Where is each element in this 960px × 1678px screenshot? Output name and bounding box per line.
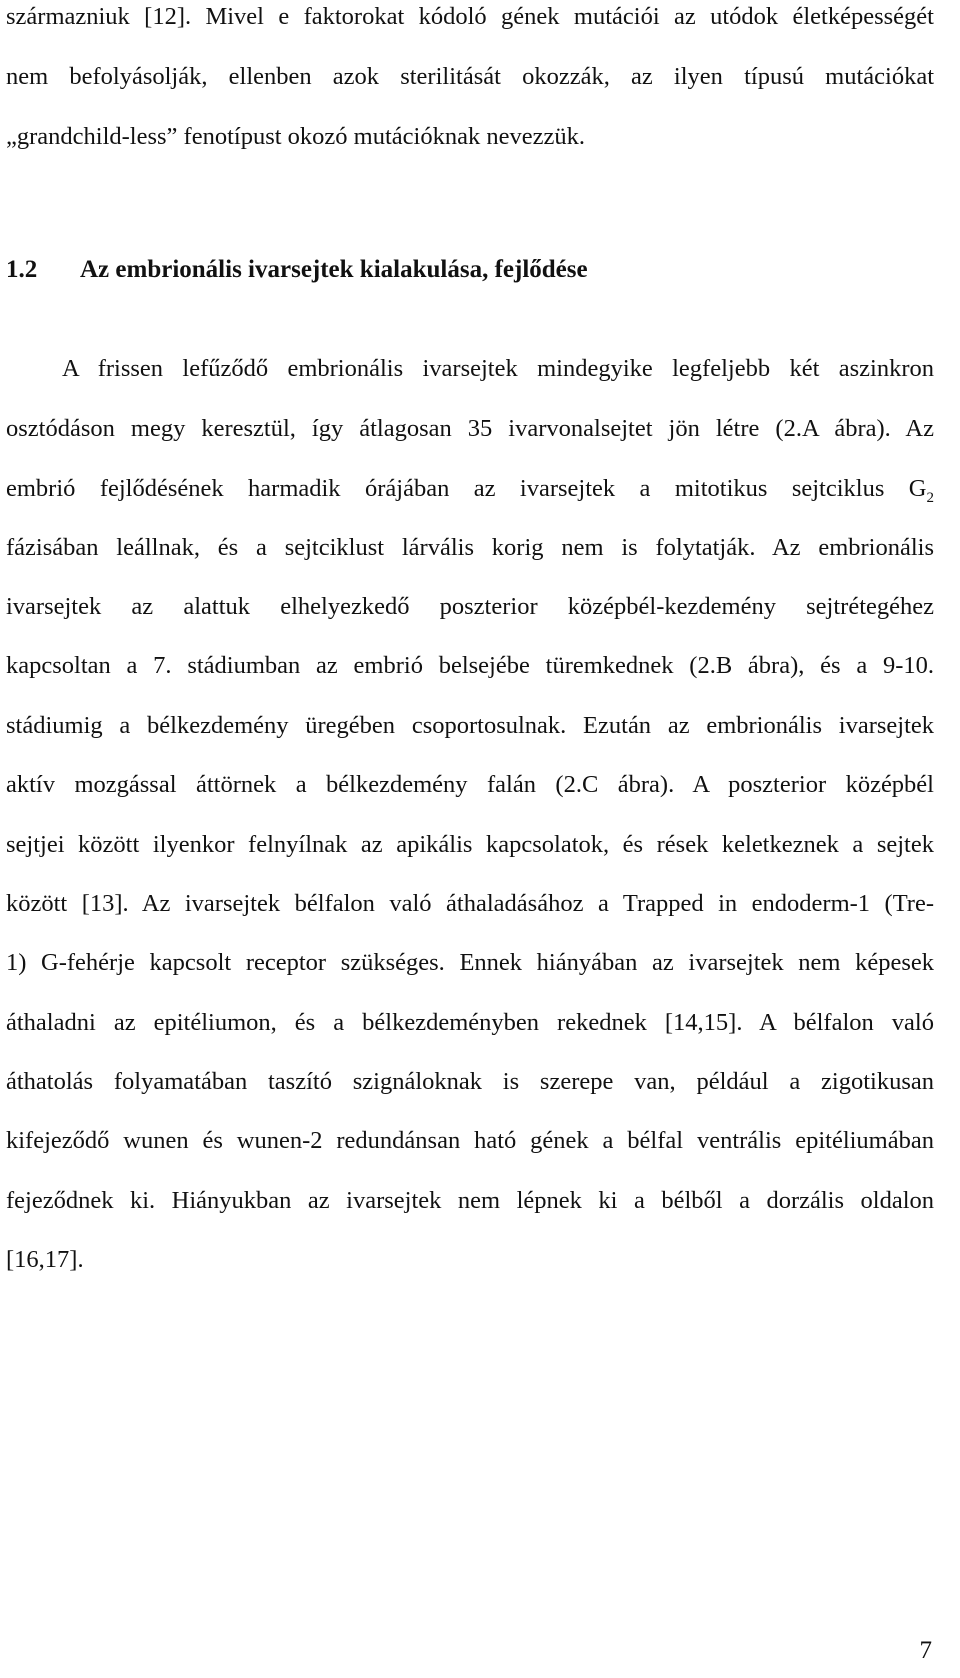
intro-line-1: származniuk [12]. Mivel e faktorokat kódoló gének mutációi az utódok életképességét (6, 3, 934, 30)
paragraph-line-1: A frissen lefűződő embrionális ivarsejtek mindegyike legfeljebb két aszinkron (62, 355, 934, 382)
paragraph-line-10: között [13]. Az ivarsejtek bélfalon való áthaladásához a Trapped in endoderm-1 (Tre- (6, 890, 934, 917)
page-number: 7 (919, 1637, 932, 1664)
section-number: 1.2 (6, 256, 38, 283)
paragraph-line-8: aktív mozgással áttörnek a bélkezdemény falán (2.C ábra). A poszterior középbél (6, 771, 934, 798)
paragraph-line-3-text: embrió fejlődésének harmadik órájában az ivarsejtek a mitotikus sejtciklus G (6, 475, 927, 502)
paragraph-line-16: [16,17]. (6, 1246, 84, 1273)
paragraph-line-14: kifejeződő wunen és wunen-2 redundánsan ható gének a bélfal ventrális epitéliumában (6, 1127, 934, 1154)
intro-line-2: nem befolyásolják, ellenben azok sterilitását okozzák, az ilyen típusú mutációkat (6, 63, 934, 90)
paragraph-line-9: sejtjei között ilyenkor felnyílnak az apikális kapcsolatok, és rések keletkeznek a sejtek (6, 831, 934, 858)
intro-line-3: „grandchild-less” fenotípust okozó mutációknak nevezzük. (6, 123, 585, 150)
paragraph-line-2: osztódáson megy keresztül, így átlagosan 35 ivarvonalsejtet jön létre (2.A ábra). Az (6, 415, 934, 442)
paragraph-line-13: áthatolás folyamatában taszító szignáloknak is szerepe van, például a zigotikusan (6, 1068, 934, 1095)
paragraph-line-11: 1) G-fehérje kapcsolt receptor szükséges. Ennek hiányában az ivarsejtek nem képesek (6, 949, 934, 976)
paragraph-line-15: fejeződnek ki. Hiányukban az ivarsejtek nem lépnek ki a bélből a dorzális oldalon (6, 1187, 934, 1214)
paragraph-line-7: stádiumig a bélkezdemény üregében csoportosulnak. Ezután az embrionális ivarsejtek (6, 712, 934, 739)
paragraph-line-4: fázisában leállnak, és a sejtciklust lárvális korig nem is folytatják. Az embrionális (6, 534, 934, 561)
section-title: Az embrionális ivarsejtek kialakulása, fejlődése (80, 256, 588, 283)
paragraph-line-12: áthaladni az epitéliumon, és a bélkezdeményben rekednek [14,15]. A bélfalon való (6, 1009, 934, 1036)
section-heading (6, 255, 588, 285)
paragraph-line-6: kapcsoltan a 7. stádiumban az embrió belsejébe türemkednek (2.B ábra), és a 9-10. (6, 652, 934, 679)
g2-subscript: 2 (926, 489, 934, 506)
paragraph-line-3 (6, 474, 934, 513)
paragraph-line-5: ivarsejtek az alattuk elhelyezkedő poszterior középbél-kezdemény sejtrétegéhez (6, 593, 934, 620)
